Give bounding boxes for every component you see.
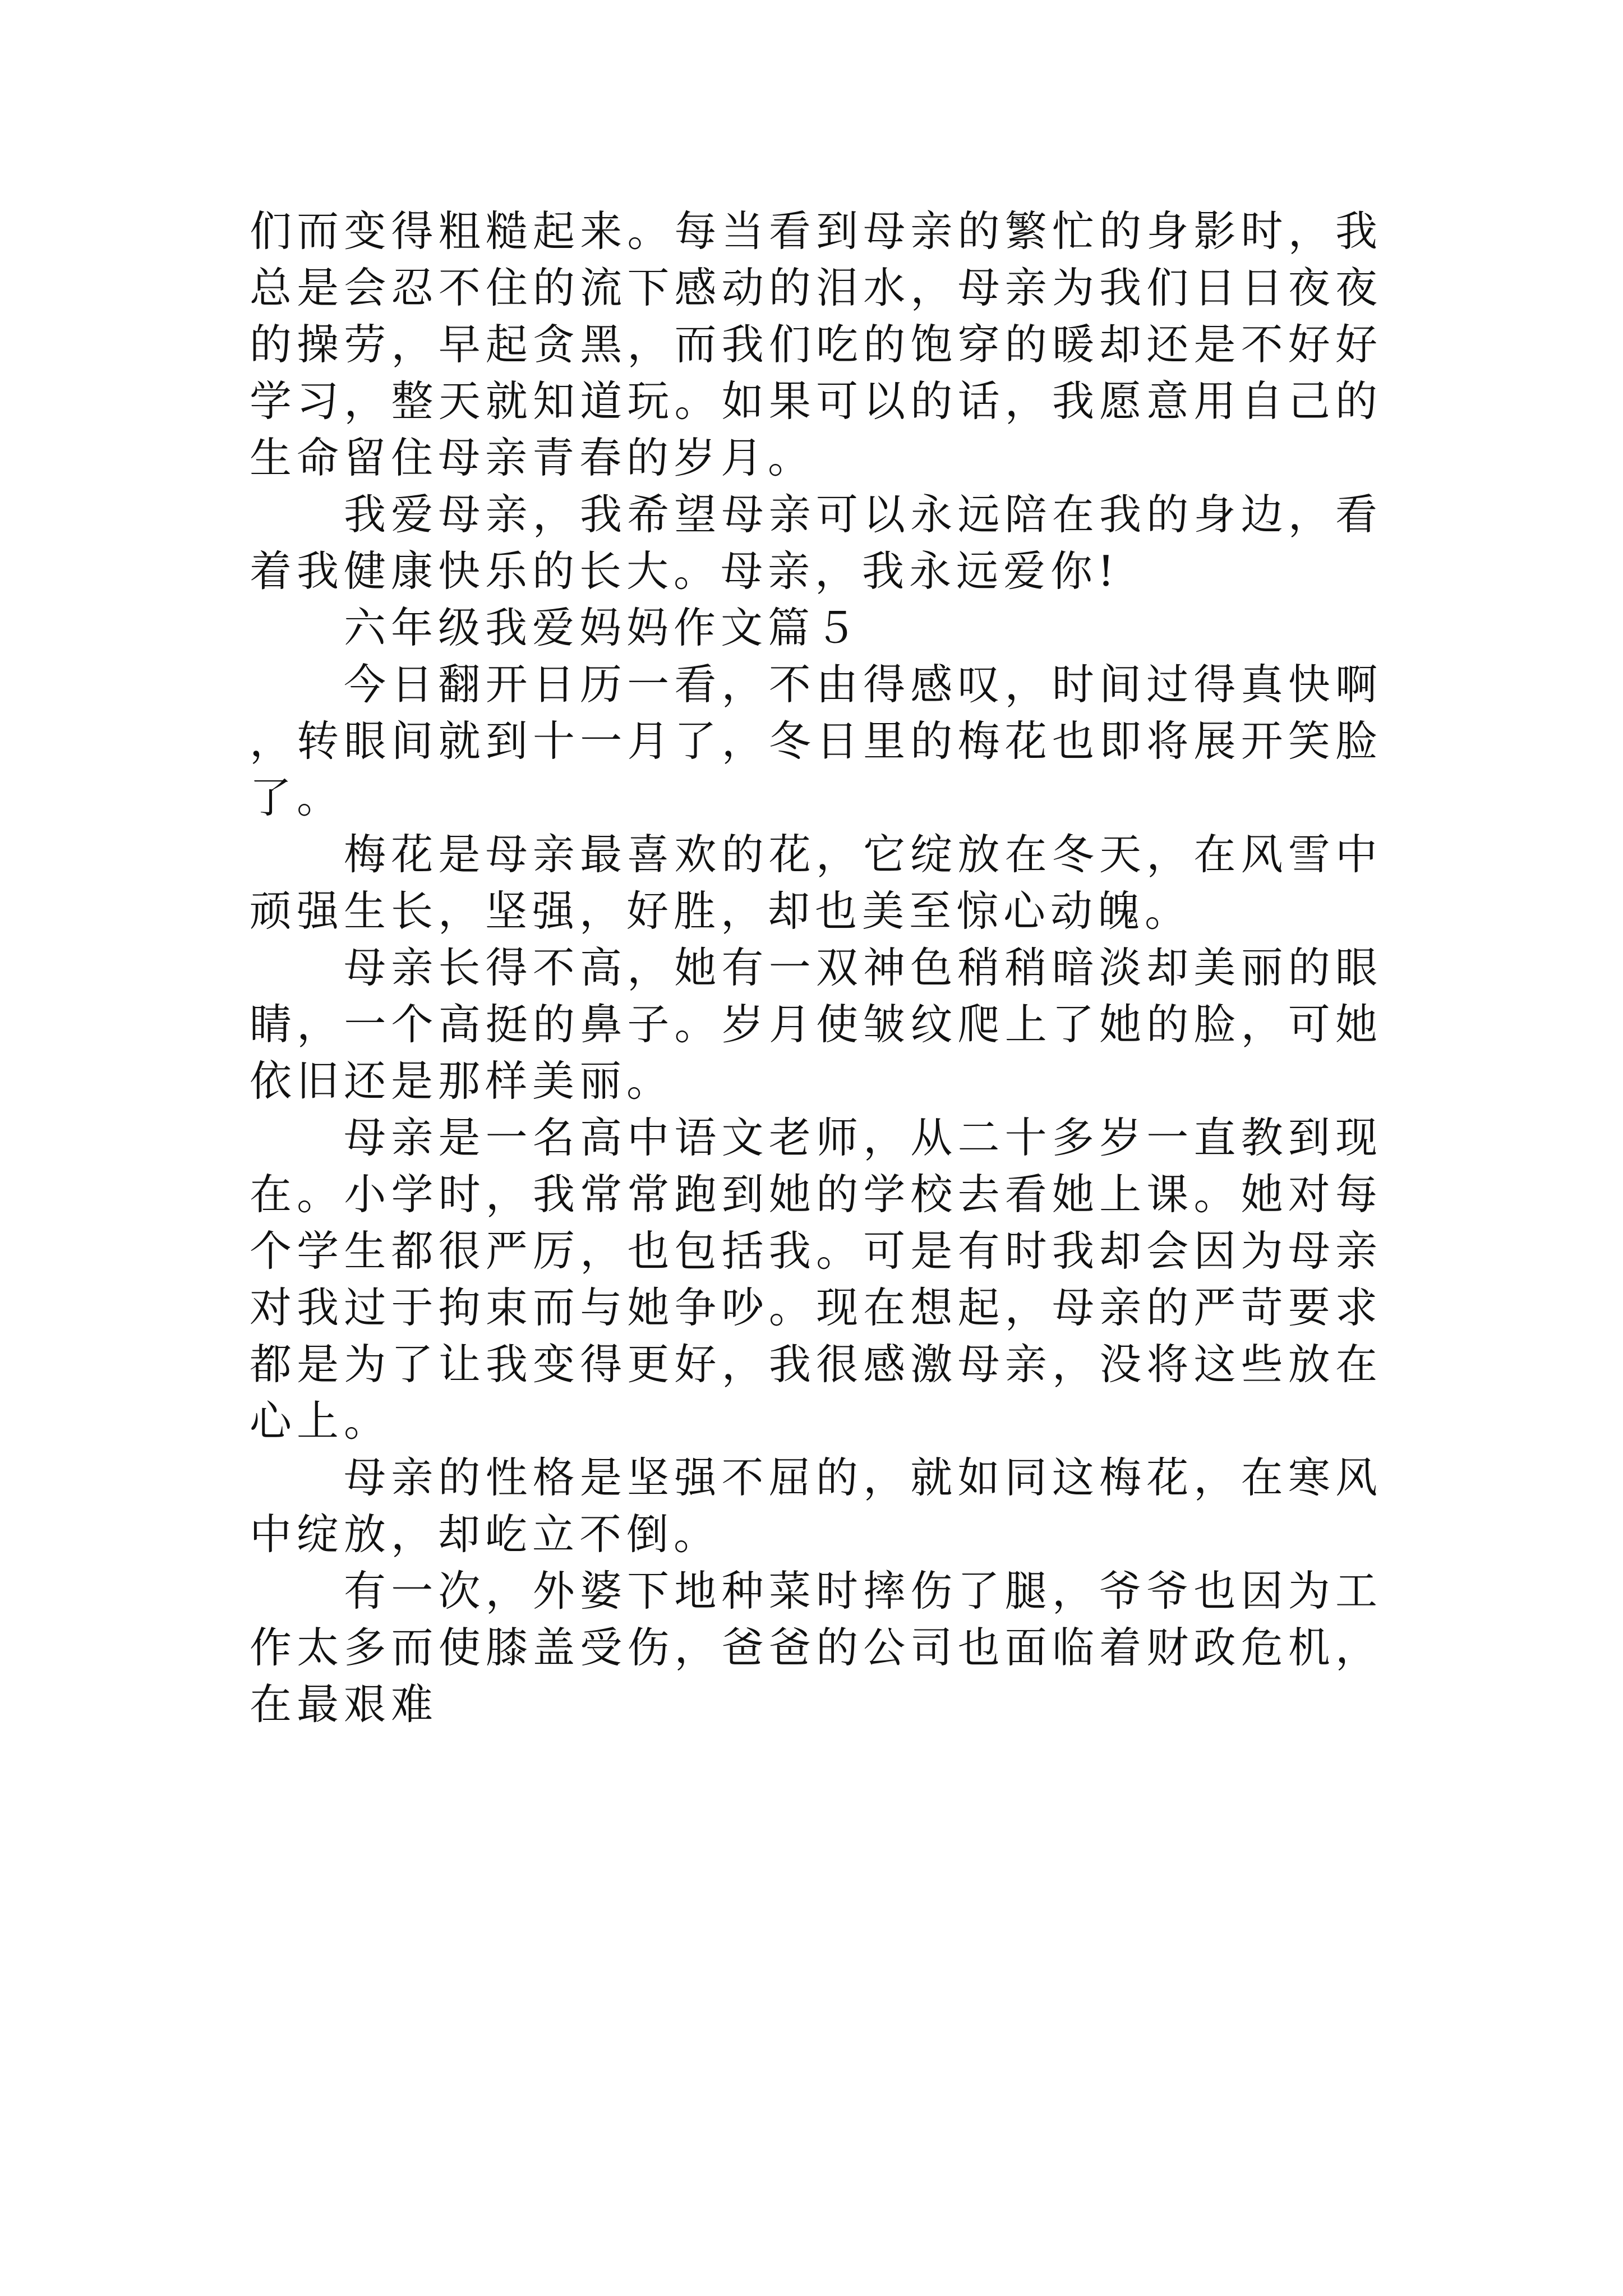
paragraph-family-hardship: 有一次，外婆下地种菜时摔伤了腿，爷爷也因为工作太多而使膝盖受伤，爸爸的公司也面临着财政危机，在最艰难 — [250, 1566, 1382, 1729]
paragraph-mother-appearance: 母亲长得不高，她有一双神色稍稍暗淡却美丽的眼睛，一个高挺的鼻子。岁月使皱纹爬上了她的脸，可她依旧还是那样美丽。 — [250, 943, 1382, 1106]
paragraph-mother-character: 母亲的性格是坚强不屈的，就如同这梅花，在寒风中绽放，却屹立不倒。 — [250, 1453, 1382, 1559]
paragraph-love-mother: 我爱母亲，我希望母亲可以永远陪在我的身边，看着我健康快乐的长大。母亲，我永远爱你! — [250, 490, 1382, 596]
paragraph-plum-blossom: 梅花是母亲最喜欢的花，它绽放在冬天，在风雪中顽强生长，坚强，好胜，却也美至惊心动魄。 — [250, 830, 1382, 936]
paragraph-mother-teacher: 母亲是一名高中语文老师，从二十多岁一直教到现在。小学时，我常常跑到她的学校去看她上课。她对每个学生都很严厉，也包括我。可是有时我却会因为母亲对我过于拘束而与她争吵。现在想起，母亲的严苛要求都是为了让我变得更好，我很感激母亲，没将这些放在心上。 — [250, 1113, 1382, 1446]
paragraph-continued: 们而变得粗糙起来。每当看到母亲的繁忙的身影时，我总是会忍不住的流下感动的泪水，母亲为我们日日夜夜的操劳，早起贪黑，而我们吃的饱穿的暖却还是不好好学习，整天就知道玩。如果可以的话，我愿意用自己的生命留住母亲青春的岁月。 — [250, 206, 1382, 482]
essay-body — [250, 203, 1382, 1733]
essay-section-title: 六年级我爱妈妈作文篇５ — [344, 603, 863, 652]
paragraph-calendar: 今日翻开日历一看，不由得感叹，时间过得真快啊，转眼间就到十一月了，冬日里的梅花也即将展开笑脸了。 — [250, 660, 1382, 822]
